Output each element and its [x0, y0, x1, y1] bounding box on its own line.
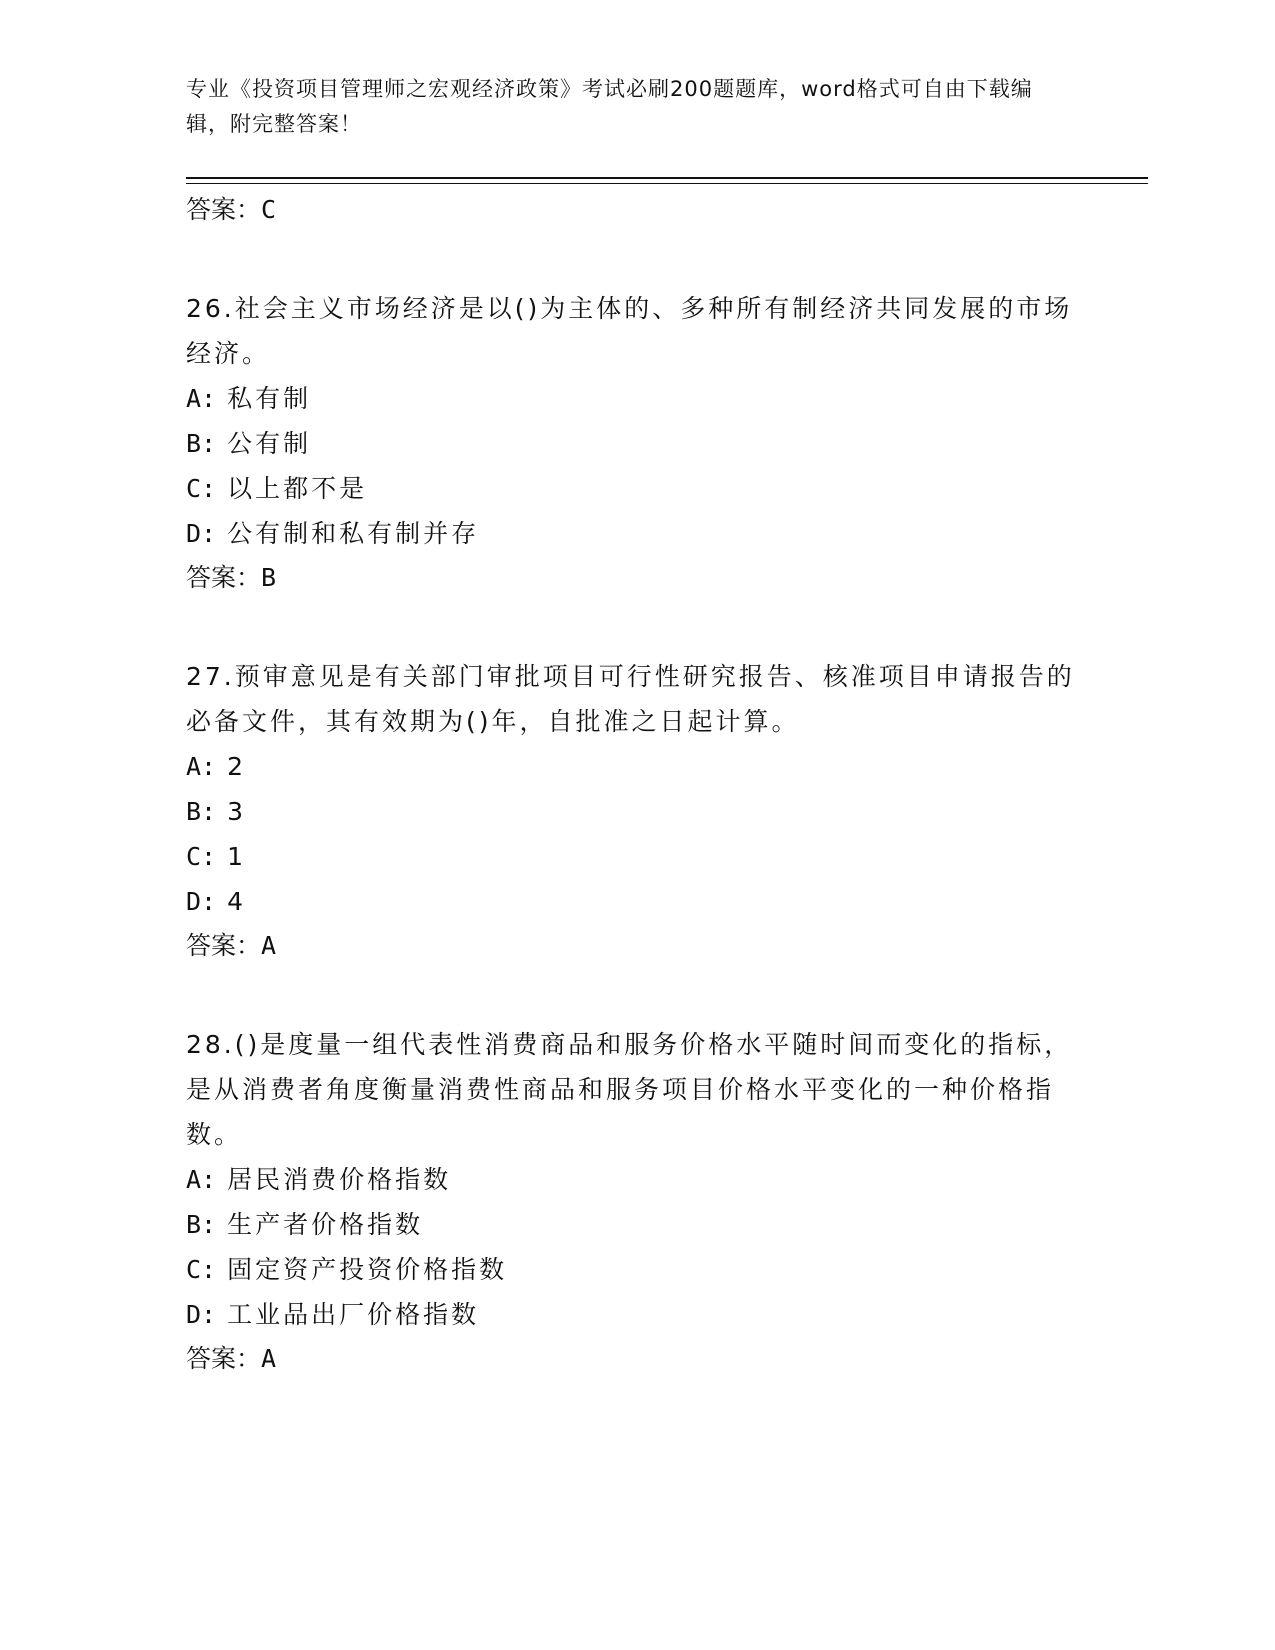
- answer-label: 答案：: [186, 1344, 262, 1373]
- question-26: [186, 286, 1086, 598]
- question-text: 26.社会主义市场经济是以()为主体的、多种所有制经济共同发展的市场经济。: [186, 294, 1073, 368]
- answer-label: 答案：: [186, 563, 262, 592]
- answer-value: C: [261, 195, 277, 224]
- option-text: 4: [227, 887, 246, 916]
- previous-question-answer: [186, 190, 1086, 230]
- option-b: [186, 421, 1086, 466]
- option-d: [186, 1292, 1086, 1337]
- option-a: [186, 1157, 1086, 1202]
- option-text: 固定资产投资价格指数: [227, 1255, 508, 1284]
- question-28: [186, 1022, 1086, 1379]
- option-text: 工业品出厂价格指数: [227, 1300, 480, 1329]
- question-text: 28.()是度量一组代表性消费商品和服务价格水平随时间而变化的指标，是从消费者角度衡量消费性商品和服务项目价格水平变化的一种价格指数。: [186, 1030, 1073, 1149]
- option-c: [186, 1247, 1086, 1292]
- option-key: D:: [186, 519, 217, 548]
- answer-label: 答案：: [186, 195, 262, 224]
- option-text: 公有制和私有制并存: [227, 519, 480, 548]
- option-text: 以上都不是: [227, 474, 368, 503]
- header-divider-thin: [186, 183, 1148, 184]
- option-key: B:: [186, 1210, 217, 1239]
- answer-value: B: [261, 563, 277, 592]
- answer-value: A: [261, 1344, 277, 1373]
- option-key: A:: [186, 384, 217, 413]
- option-text: 公有制: [227, 429, 312, 458]
- option-key: A:: [186, 752, 217, 781]
- option-b: [186, 1202, 1086, 1247]
- option-key: B:: [186, 797, 217, 826]
- question-answer: [186, 926, 1086, 966]
- option-key: C:: [186, 474, 217, 503]
- question-answer: [186, 558, 1086, 598]
- option-text: 居民消费价格指数: [227, 1165, 452, 1194]
- option-key: A:: [186, 1165, 217, 1194]
- option-a: [186, 376, 1086, 421]
- option-key: C:: [186, 1255, 217, 1284]
- option-key: D:: [186, 1300, 217, 1329]
- option-c: [186, 466, 1086, 511]
- header-divider-thick: [186, 177, 1148, 179]
- option-text: 生产者价格指数: [227, 1210, 424, 1239]
- option-d: [186, 879, 1086, 924]
- option-text: 3: [227, 797, 246, 826]
- question-27: [186, 654, 1086, 966]
- option-b: [186, 789, 1086, 834]
- option-text: 私有制: [227, 384, 312, 413]
- question-answer: [186, 1339, 1086, 1379]
- option-key: C:: [186, 842, 217, 871]
- option-text: 2: [227, 752, 246, 781]
- option-c: [186, 834, 1086, 879]
- question-text: 27.预审意见是有关部门审批项目可行性研究报告、核准项目申请报告的必备文件，其有效期为()年，自批准之日起计算。: [186, 662, 1075, 736]
- answer-value: A: [261, 931, 277, 960]
- option-d: [186, 511, 1086, 556]
- option-a: [186, 744, 1086, 789]
- document-header-description: 专业《投资项目管理师之宏观经济政策》考试必刷200题题库，word格式可自由下载编辑，附完整答案！: [186, 77, 1033, 136]
- answer-label: 答案：: [186, 931, 262, 960]
- option-text: 1: [227, 842, 246, 871]
- option-key: B:: [186, 429, 217, 458]
- option-key: D:: [186, 887, 217, 916]
- question-list: [186, 190, 1086, 1379]
